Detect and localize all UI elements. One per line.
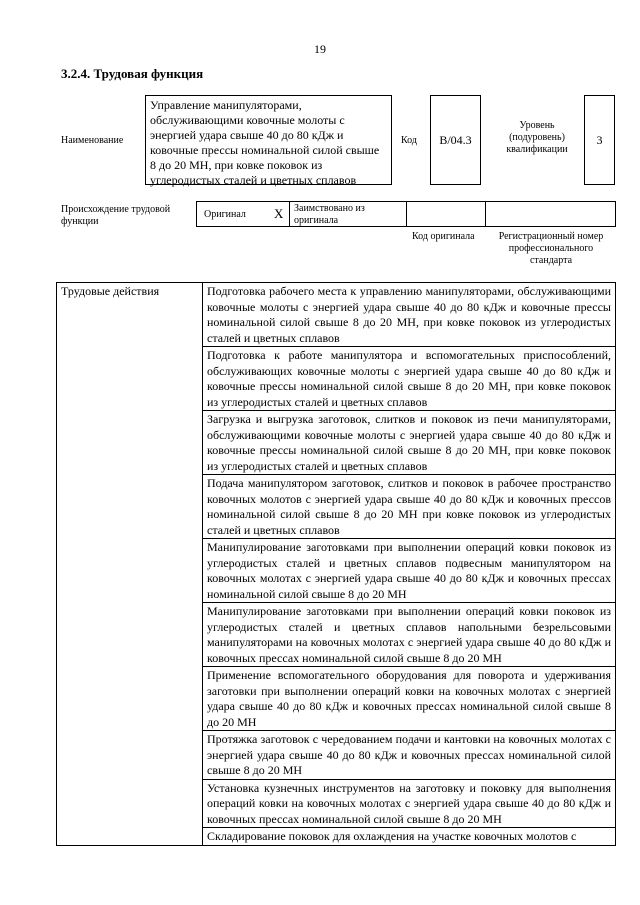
actions-label: Трудовые действия — [57, 283, 203, 846]
action-item: Подготовка рабочего места к управлению манипуляторами, обслуживающими ковочные молоты с энергией удара свыше 40 до 80 кДж и ковочные прессы номинальной силой свыше 8 до 20 МН, при ковке поковок из углеродистых сталей и цветных сплавов — [203, 283, 616, 347]
code-value: B/04.3 — [430, 95, 481, 185]
action-item: Манипулирование заготовками при выполнении операций ковки поковок из углеродистых сталей и цветных сплавов напольными безрельсовыми манипуляторами на ковочных молотах с энергией удара свыше 40 до 80 кДж и ковочных прессах номинальной силой свыше 8 до 20 МН — [203, 603, 616, 667]
function-name: Управление манипуляторами, обслуживающими ковочные молоты с энергией удара свыше 40 до 80 кДж и ковочные прессы номинальной силой свыше 8 до 20 МН, при ковке поковок из углеродистых сталей и цветных сплавов — [150, 98, 380, 187]
action-item: Складирование поковок для охлаждения на участке ковочных молотов с — [203, 828, 616, 846]
action-item: Применение вспомогательного оборудования для поворота и удерживания заготовки при выполнении операций ковки на ковочных молотах с энергией удара свыше 40 до 80 кДж и ковочных прессах номинальной силой свыше 8 до 20 МН — [203, 667, 616, 731]
labor-actions-table — [56, 282, 616, 846]
level-label: Уровень (подуровень) квалификации — [506, 120, 568, 155]
table-row — [57, 283, 616, 347]
function-name-box — [145, 95, 392, 185]
original-label: Оригинал — [204, 209, 246, 220]
name-label: Наименование — [61, 135, 124, 146]
action-item: Протяжка заготовок с чередованием подачи и кантовки на ковочных молотах с энергией удара свыше 40 до 80 кДж и ковочных прессах номинальной силой свыше 8 до 20 МН — [203, 731, 616, 780]
section-title: 3.2.4. Трудовая функция — [61, 66, 204, 81]
borrowed-cell — [289, 201, 407, 227]
original-cell — [196, 201, 290, 227]
reg-number-label: Регистрационный номер профессионального стандарта — [498, 231, 604, 266]
original-mark: X — [274, 206, 284, 221]
action-item: Подача манипулятором заготовок, слитков и поковок в рабочее пространство ковочных молотов с энергией удара свыше 40 до 80 кДж и ковочных прессов номинальной силой свыше 8 до 20 МН при ковке поковок из углеродистых сталей и цветных сплавов — [203, 475, 616, 539]
page-number: 19 — [314, 42, 326, 56]
action-item: Загрузка и выгрузка заготовок, слитков и поковок из печи манипуляторами, обслуживающими ковочные молоты с энергией удара свыше 40 до 80 кДж и ковочные прессы номинальной силой свыше 8 до 20 МН, при ковке поковок из углеродистых сталей и цветных сплавов — [203, 411, 616, 475]
code-original-label: Код оригинала — [412, 231, 475, 242]
reg-number-cell — [485, 201, 616, 227]
borrowed-label: Заимствовано из оригинала — [294, 203, 365, 226]
action-item: Установка кузнечных инструментов на заготовку и поковку для выполнения операций ковки на ковочных молотах с энергией удара свыше 40 до 80 кДж и ковочных прессах номинальной силой свыше 8 до 20 МН — [203, 779, 616, 828]
code-original-cell — [406, 201, 486, 227]
action-item: Манипулирование заготовками при выполнении операций ковки поковок из углеродистых сталей и цветных сплавов подвесным манипулятором на ковочных молотах с энергией удара свыше 40 до 80 кДж и ковочных прессах номинальной силой свыше 8 до 20 МН — [203, 539, 616, 603]
level-value: 3 — [584, 95, 615, 185]
code-label: Код — [401, 135, 417, 146]
origin-label: Происхождение трудовой функции — [61, 204, 171, 227]
action-item: Подготовка к работе манипулятора и вспомогательных приспособлений, обслуживающих ковочные молоты с энергией удара свыше 40 до 80 кДж и ковочные прессы номинальной силой свыше 8 до 20 МН, при ковке поковок из углеродистых сталей и цветных сплавов — [203, 347, 616, 411]
